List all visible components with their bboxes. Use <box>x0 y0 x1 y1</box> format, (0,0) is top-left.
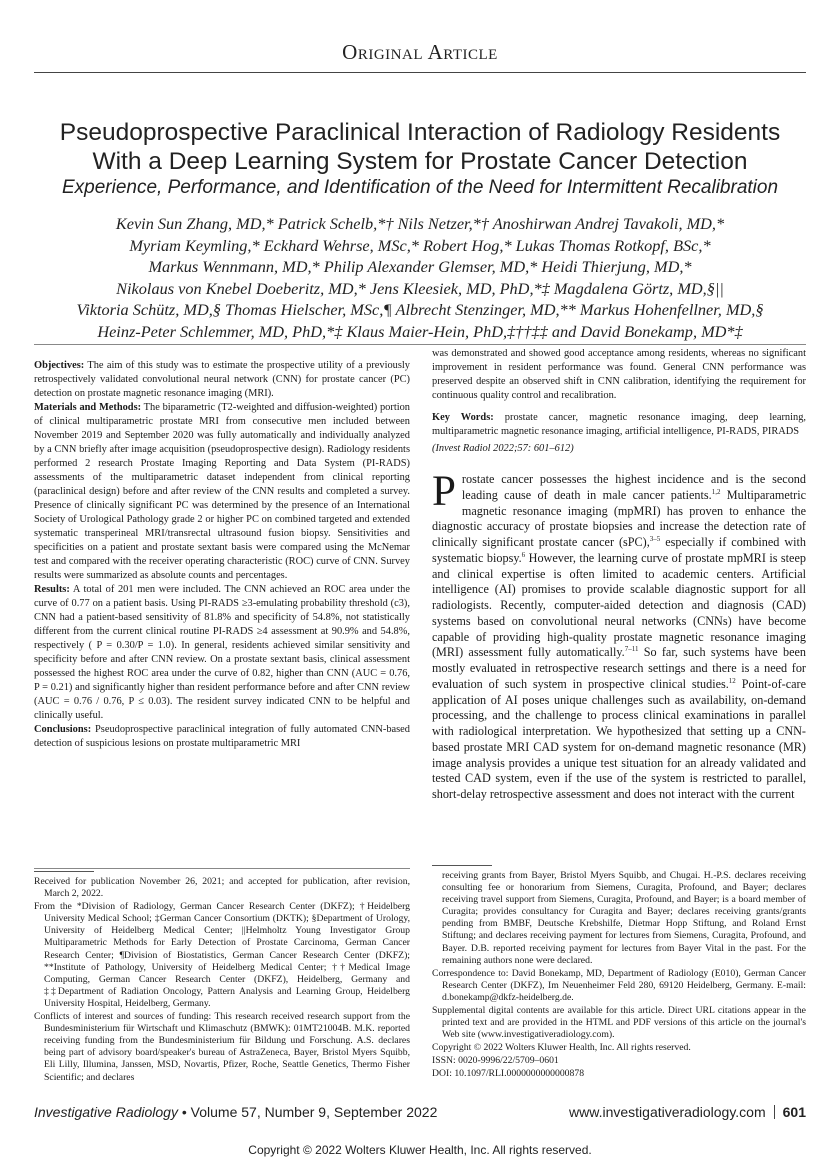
journal-name: Investigative Radiology <box>34 1104 178 1120</box>
footnote-copyright: Copyright © 2022 Wolters Kluwer Health, Inc. All rights reserved. <box>432 1042 691 1054</box>
key-words-text: prostate cancer, magnetic resonance imaging, deep learning, multiparametric magnetic resonance imaging, artificial intelligence, PI-RADS, PIRADS <box>432 412 806 437</box>
abstract-conclusions-continued: was demonstrated and showed good acceptance among residents, whereas no significant improvement in resident performance was found. General CNN performance was preserved despite an observed shift in CNN calibration, identifying the requirement for continuous quality control and recalibration. <box>432 348 806 401</box>
section-rule <box>34 72 806 73</box>
footnotes-left <box>34 876 410 1085</box>
article-subtitle: Experience, Performance, and Identification of the Need for Intermittent Recalibration <box>61 177 779 198</box>
abstract-conclusions <box>34 723 410 751</box>
author-line: Heinz-Peter Schlemmer, MD, PhD,*‡ Klaus Maier-Hein, PhD,‡††‡‡ and David Bonekamp, MD*‡ <box>97 321 743 341</box>
footnote-supplemental: Supplemental digital contents are available for this article. Direct URL citations appear in the printed text and are provided in the HTML and PDF versions of this article on the journal's Web site (www.investigativeradiology.com). <box>432 1005 806 1041</box>
author-line: Nikolaus von Knebel Doeberitz, MD,* Jens Kleesiek, MD, PhD,*‡ Magdalena Görtz, MD,§|| <box>116 278 724 298</box>
abstract-bottom-rule <box>34 868 410 869</box>
intro-text: However, the learning curve of prostate mpMRI is steep and clinical expertise is often limited to academic centers. Artificial intelligence (AI) promises to provide scalable diagnostic support for all radiologists. Recently, computer-aided detection and diagnosis (CAD) systems based on convolutional neural networks (CNNs) have become capable of providing high-quality prostate magnetic resonance imaging (MRI) assessment fully automatically. <box>432 550 806 660</box>
abstract-text: The aim of this study was to estimate the prospective utility of a previously retrospectively validated convolutional neural network (CNN) for prostate cancer (PC) detection on prostate magnetic resonance imaging (MRI). <box>34 360 410 399</box>
copyright-banner: Copyright © 2022 Wolters Kluwer Health, Inc. All rights reserved. <box>248 1143 592 1157</box>
footer-journal <box>34 1104 437 1120</box>
right-column <box>432 347 806 803</box>
section-label: Original Article <box>342 40 498 64</box>
author-line: Kevin Sun Zhang, MD,* Patrick Schelb,*† Nils Netzer,*† Anoshirwan Andrej Tavakoli, MD,* <box>115 214 725 233</box>
intro-text: So far, such systems have been mostly evaluated in retrospective research settings and there is a need for evaluation of such system in prospective clinical studies. <box>432 645 806 691</box>
citation-text: (Invest Radiol 2022;57: 601–612) <box>432 443 574 454</box>
reference-marker: 7–11 <box>624 645 639 654</box>
abstract-label: Objectives: <box>34 360 85 371</box>
footnote-issn: ISSN: 0020-9996/22/5709–0601 <box>432 1055 559 1067</box>
intro-text: especially if combined with systematic biopsy. <box>432 535 806 565</box>
abstract-label: Results: <box>34 584 70 595</box>
abstract-objectives <box>34 359 410 401</box>
abstract-label: Materials and Methods: <box>34 402 142 413</box>
abstract-text: A total of 201 men were included. The CNN achieved an ROC area under the curve of 0.77 on a patient basis. Using PI-RADS ≥3-emulating probability threshold (c3), CNN had a patient-based sensitivity of 81.8% and specificity of 54.8%, not statistically different from the current clinical routine PI-RADS ≥4 assessment at 90.9% and 54.8%, respectively ( P = 0.30/P = 1.0). In general, residents achieved similar sensitivity and specificity before and after CNN review. On a prostate sextant basis, clinical assessment possessed the highest ROC area under the curve of 0.82, higher than CNN (AUC = 0.76, P = 0.21) and significantly higher than resident performance before and after CNN review (AUC = 0.76 / 0.76, P ≤ 0.03). The resident survey indicated CNN to be helpful and clinically useful. <box>34 584 410 721</box>
footnote-received: Received for publication November 26, 2021; and accepted for publication, after revision, March 2, 2022. <box>34 876 410 900</box>
abstract <box>34 359 410 751</box>
abstract-top-rule <box>34 344 806 345</box>
author-line: Viktoria Schütz, MD,§ Thomas Hielscher, MSc,¶ Albrecht Stenzinger, MD,** Markus Hohenfellner, MD,§ <box>76 300 764 319</box>
author-line: Myriam Keymling,* Eckhard Wehrse, MSc,* Robert Hog,* Lukas Thomas Rotkopf, BSc,* <box>129 235 711 255</box>
intro-text: rostate cancer possesses the highest incidence and is the second leading cause of death in male cancer patients. <box>461 472 806 502</box>
abstract-methods <box>34 401 410 583</box>
footnote-rule <box>34 871 94 872</box>
author-line: Markus Wennmann, MD,* Philip Alexander Glemser, MD,* Heidi Thierjung, MD,* <box>148 257 692 276</box>
footnote-conflicts: Conflicts of interest and sources of funding: This research received research support from the Bundesministerium für Wirtschaft und Klimaschutz (BMWK): 01MT21004B. M.K. reported receiving funding from the Bundesministerium für Bildung und Forschung. A.S. declares being part of advisory board/speaker's bureau of AstraZeneca, Bayer, Bristol Myers Squibb, Eli Lilly, Illumina, Janssen, MSD, Novartis, Pfizer, Roche, Seattle Genetics, Thermo Fisher Scientific; and declares <box>34 1011 410 1083</box>
footnotes-right <box>432 870 806 1081</box>
abstract-text: Pseudoprospective paraclinical integration of fully automated CNN-based detection of suspicious lesions on prostate multiparametric MRI <box>34 724 410 749</box>
footnote-rule <box>432 865 492 866</box>
key-words <box>432 411 806 439</box>
title-line-1: Pseudoprospective Paraclinical Interaction of Radiology Residents <box>59 119 781 146</box>
abstract-results <box>34 583 410 723</box>
footnote-doi: DOI: 10.1097/RLI.0000000000000878 <box>432 1067 585 1079</box>
author-list <box>30 213 810 342</box>
intro-paragraph <box>432 468 806 803</box>
issue-info: • Volume 57, Number 9, September 2022 <box>177 1104 438 1120</box>
drop-cap: P <box>432 468 456 515</box>
page-number: 601 <box>782 1104 806 1120</box>
footnote-correspondence: Correspondence to: David Bonekamp, MD, Department of Radiology (E010), German Cancer Research Center (DKFZ), Im Neuenheimer Feld 280, 69120 Heidelberg, Germany. E-mail: d.bonekamp@dkfz-heidelberg.de. <box>432 967 806 1003</box>
abstract-text: The biparametric (T2-weighted and diffusion-weighted) portion of clinical multiparametric prostate MRI from consecutive men included between November 2019 and September 2020 was fully automatically and individually analyzed by a CNN briefly after image acquisition (pseudoprospective design). Radiology residents performed 2 research Prostate Imaging Reporting and Data System (PI-RADS) assessments of the multiparametric dataset independent from clinical reporting (paraclinical design) before and after review of the CNN results and completed a survey. Presence of clinically significant PC was determined by the presence of an International Society of Urological Pathology grade 2 or higher PC on combined targeted and extended systematic transperineal MRI/transrectal ultrasound fusion biopsy. Sensitivities and specificities on a patient and prostate sextant basis were compared using the McNemar test and compared with the receiver operating characteristic (ROC) curve of CNN. Survey results were summarized as absolute counts and percentages. <box>34 402 410 581</box>
intro-text: Point-of-care application of AI poses unique challenges such as availability, on-demand processing, and the challenge to process clinical examinations in parallel with radiological interpretation. We hypothesized that setting up a CNN-based prostate MRI CAD system for on-demand magnetic resonance (MR) image analysis provides a unique test situation for an already validated and tested CAD system, even if the use of the system is restricted to parallel, short-delay retrospective assessment and does not interact with the current <box>432 676 806 801</box>
title-line-2: With a Deep Learning System for Prostate Cancer Detection <box>92 148 748 175</box>
article-title <box>20 118 820 176</box>
key-words-label: Key Words: <box>432 412 494 423</box>
reference-marker: 3–5 <box>649 534 661 543</box>
footer-separator <box>774 1105 775 1119</box>
intro-text: Multiparametric magnetic resonance imaging (mpMRI) has proven to enhance the diagnostic accuracy of prostate biopsies and increase the detection rate of clinically significant prostate cancer (sPC), <box>432 487 806 549</box>
reference-marker: 12 <box>728 676 736 685</box>
journal-website-link[interactable]: www.investigativeradiology.com <box>569 1104 766 1120</box>
reference-marker: 6 <box>521 550 526 559</box>
footnote-affiliations: From the *Division of Radiology, German Cancer Research Center (DKFZ); †Heidelberg University Medical School; ‡German Cancer Consortium (DKTK); §Department of Urology, University of Heidelberg Medical Center; ||Helmholtz Young Investigator Group Multiparametric Methods for Early Detection of Prostate Carcinoma, German Cancer Research Center; ¶Division of Biostatistics, German Cancer Research Center (DKFZ); **Institute of Pathology, University of Heidelberg Medical Center; ††Medical Image Computing, German Cancer Research Center (DKFZ), Heidelberg, Germany and ‡‡Department of Radiation Oncology, Pattern Analysis and Learning Group, Heidelberg University Hospital, Heidelberg, Germany. <box>34 901 410 1009</box>
footnote-conflicts-continued: receiving grants from Bayer, Bristol Myers Squibb, and Chugai. H.-P.S. declares receiving consulting fee or honorarium from Siemens, Curagita, Profound, and Bayer; declares receiving travel support from Siemens, Curagita, Profound, and Bayer; is a board member of Curagita; provides consultancy for Curagita and Bayer; declares receiving grants/grants pending from BMBF, Deutsche Krebshilfe, Dietmar Hopp Stiftung, and Roland Ernst Stiftung; and declares receiving payment for lectures from Siemens, Curagita, Profound, and Bayer. D.B. reported receiving payment for lectures from Bayer Vital in the past. For the remaining authors none were declared. <box>442 870 806 966</box>
citation <box>432 442 806 456</box>
footer-site <box>569 1104 806 1120</box>
reference-marker: 1,2 <box>711 487 721 496</box>
abstract-label: Conclusions: <box>34 724 92 735</box>
